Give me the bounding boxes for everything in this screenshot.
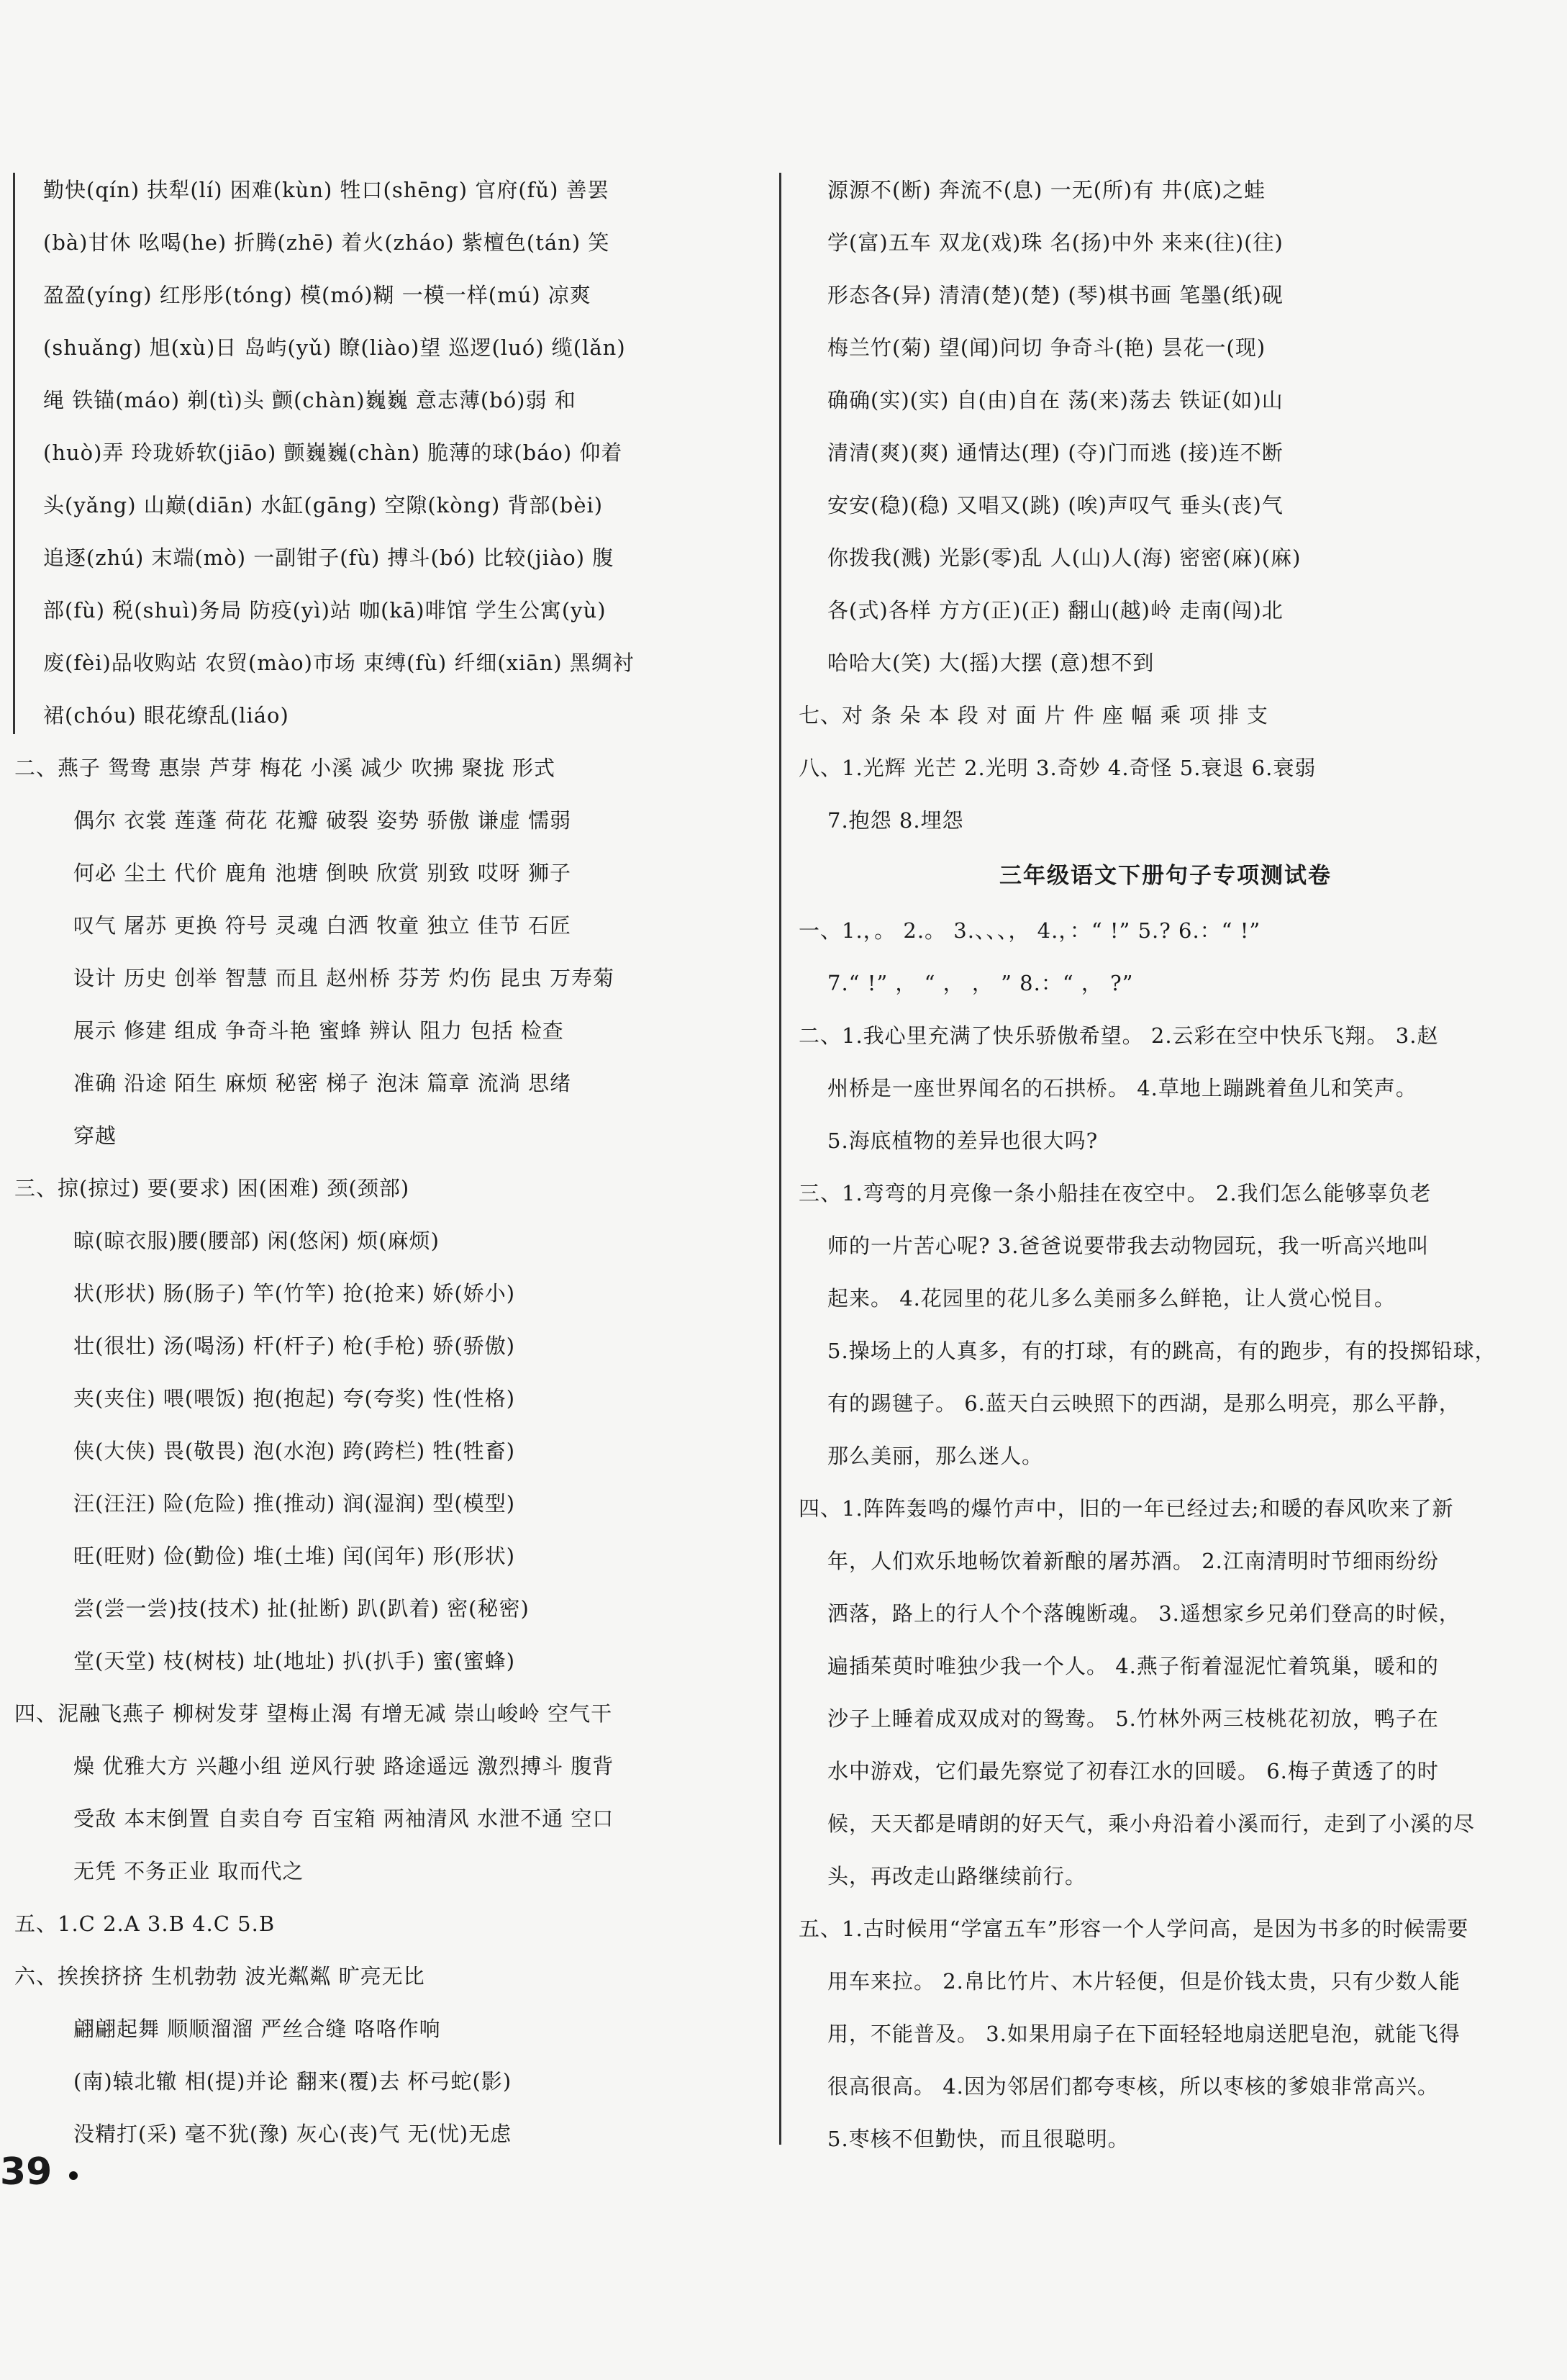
page-number: 39 [0,2150,53,2194]
text-line: 哈哈大(笑) 大(摇)大摆 (意)想不到 [827,651,1155,675]
text-line: 勤快(qín) 扶犁(lí) 困难(kùn) 牲口(shēng) 官府(fǔ) 善罢 [43,178,609,202]
text-line: 三、1.弯弯的月亮像一条小船挂在夜空中。 2.我们怎么能够辜负老 [799,1181,1432,1205]
text-line: 州桥是一座世界闻名的石拱桥。 4.草地上蹦跳着鱼儿和笑声。 [827,1076,1417,1100]
text-line: 那么美丽，那么迷人。 [827,1444,1044,1468]
text-line: 二、燕子 鸳鸯 惠崇 芦芽 梅花 小溪 减少 吹拂 聚拢 形式 [14,756,555,780]
text-line: 何必 尘土 代价 鹿角 池塘 倒映 欣赏 别致 哎呀 狮子 [73,861,571,885]
text-line: 绳 铁锚(máo) 剃(tì)头 颤(chàn)巍巍 意志薄(bó)弱 和 [43,388,576,412]
text-line: 二、1.我心里充满了快乐骄傲希望。 2.云彩在空中快乐飞翔。 3.赵 [799,1023,1439,1048]
text-line: 你拨我(溅) 光影(零)乱 人(山)人(海) 密密(麻)(麻) [827,546,1302,570]
text-line: 形态各(异) 清清(楚)(楚) (琴)棋书画 笔墨(纸)砚 [827,283,1284,307]
text-line: 很高很高。 4.因为邻居们都夸枣核，所以枣核的爹娘非常高兴。 [827,2074,1439,2099]
text-line: 受敌 本末倒置 自卖自夸 百宝箱 两袖清风 水泄不通 空口 [73,1806,614,1831]
text-line: 沙子上睡着成双成对的鸳鸯。 5.竹林外两三枝桃花初放，鸭子在 [827,1706,1439,1731]
text-line: (南)辕北辙 相(提)并论 翻来(覆)去 杯弓蛇(影) [73,2069,512,2094]
section-title: 三年级语文下册句子专项测试卷 [999,863,1332,889]
text-line: 头(yǎng) 山巅(diān) 水缸(gāng) 空隙(kòng) 背部(bèi) [43,493,604,517]
text-line: 汪(汪汪) 险(危险) 推(推动) 润(湿润) 型(模型) [73,1491,516,1516]
text-line: 头，再改走山路继续前行。 [827,1864,1087,1888]
column-divider [779,173,781,2145]
text-line: 偶尔 衣裳 莲蓬 荷花 花瓣 破裂 姿势 骄傲 谦虚 懦弱 [73,808,571,833]
text-line: 翩翩起舞 顺顺溜溜 严丝合缝 咯咯作响 [73,2017,441,2041]
text-line: 确确(实)(实) 自(由)自在 荡(来)荡去 铁证(如)山 [827,388,1284,412]
text-line: 追逐(zhú) 末端(mò) 一副钳子(fù) 搏斗(bó) 比较(jiào) 腹 [43,546,614,570]
text-line: 5.操场上的人真多，有的打球，有的跳高，有的跑步，有的投掷铅球， [827,1339,1496,1363]
text-line: 状(形状) 肠(肠子) 竿(竹竿) 抢(抢来) 娇(娇小) [73,1281,516,1306]
text-line: 候，天天都是晴朗的好天气，乘小舟沿着小溪而行，走到了小溪的尽 [827,1811,1476,1836]
text-line: 叹气 屠苏 更换 符号 灵魂 白洒 牧童 独立 佳节 石匠 [73,913,571,938]
text-line: 水中游戏，它们最先察觉了初春江水的回暖。 6.梅子黄透了的时 [827,1759,1439,1783]
left-column [14,164,763,2160]
right-column-top-block [799,164,1532,847]
text-line: 起来。 4.花园里的花儿多么美丽多么鲜艳，让人赏心悦目。 [827,1286,1396,1311]
text-line: 壮(很壮) 汤(喝汤) 杆(杆子) 枪(手枪) 骄(骄傲) [73,1334,516,1358]
right-column-bottom-block [799,905,1532,2166]
text-line: 五、1.C 2.A 3.B 4.C 5.B [14,1911,276,1936]
text-line: 夹(夹住) 喂(喂饭) 抱(抱起) 夸(夸奖) 性(性格) [73,1386,516,1411]
text-line: 有的踢毽子。 6.蓝天白云映照下的西湖，是那么明亮，那么平静， [827,1391,1461,1416]
text-line: 尝(尝一尝)技(技术) 扯(扯断) 趴(趴着) 密(秘密) [73,1596,530,1621]
text-line: 梅兰竹(菊) 望(闻)问切 争奇斗(艳) 昙花一(现) [827,335,1266,360]
text-line: 三、掠(掠过) 要(要求) 困(困难) 颈(颈部) [14,1176,410,1200]
text-line: 无凭 不务正业 取而代之 [73,1859,304,1883]
text-line: 四、1.阵阵轰鸣的爆竹声中，旧的一年已经过去;和暖的春风吹来了新 [799,1496,1454,1521]
text-line: (shuǎng) 旭(xù)日 岛屿(yǔ) 瞭(liào)望 巡逻(luó) 缆(lǎn) [43,335,626,360]
text-line: 侠(大侠) 畏(敬畏) 泡(水泡) 跨(跨栏) 牲(牲畜) [73,1439,516,1463]
text-line: 洒落，路上的行人个个落魄断魂。 3.遥想家乡兄弟们登高的时候， [827,1601,1461,1626]
text-line: 旺(旺财) 俭(勤俭) 堆(土堆) 闰(闰年) 形(形状) [73,1544,516,1568]
text-line: 7.“ !” ， “ ， ， ” 8.：“ ， ?” [827,971,1134,995]
text-line: 年，人们欢乐地畅饮着新酿的屠苏酒。 2.江南清明时节细雨纷纷 [827,1549,1439,1573]
text-line: 5.枣核不但勤快，而且很聪明。 [827,2127,1130,2151]
text-line: 师的一片苦心呢? 3.爸爸说要带我去动物园玩，我一听高兴地叫 [827,1234,1430,1258]
text-line: 六、挨挨挤挤 生机勃勃 波光粼粼 旷亮无比 [14,1964,425,1988]
text-line: 裙(chóu) 眼花缭乱(liáo) [43,703,289,728]
text-line: 5.海底植物的差异也很大吗? [827,1128,1099,1153]
text-line: 学(富)五车 双龙(戏)珠 名(扬)中外 来来(往)(往) [827,230,1284,255]
text-line: 设计 历史 创举 智慧 而且 赵州桥 芬芳 灼伤 昆虫 万寿菊 [73,966,614,990]
text-line: 堂(天堂) 枝(树枝) 址(地址) 扒(扒手) 蜜(蜜蜂) [73,1649,516,1673]
page-dot [69,2171,78,2180]
text-line: 盈盈(yíng) 红彤彤(tóng) 模(mó)糊 一模一样(mú) 凉爽 [43,283,591,307]
text-line: 废(fèi)品收购站 农贸(mào)市场 束缚(fù) 纤细(xiān) 黑绸衬 [43,651,635,675]
text-line: 展示 修建 组成 争奇斗艳 蜜蜂 辨认 阻力 包括 检查 [73,1018,564,1043]
text-line: 没精打(采) 毫不犹(豫) 灰心(丧)气 无(忧)无虑 [73,2122,512,2146]
text-line: 四、泥融飞燕子 柳树发芽 望梅止渴 有增无减 崇山峻岭 空气干 [14,1701,613,1726]
text-line: 用，不能普及。 3.如果用扇子在下面轻轻地扇送肥皂泡，就能飞得 [827,2022,1461,2046]
text-line: (bà)甘休 吆喝(he) 折腾(zhē) 着火(zháo) 紫檀色(tán) 笑 [43,230,610,255]
text-line: 各(式)各样 方方(正)(正) 翻山(越)岭 走南(闯)北 [827,598,1284,623]
text-line: 穿越 [73,1123,117,1148]
text-line: 部(fù) 税(shuì)务局 防疫(yì)站 咖(kā)啡馆 学生公寓(yù) [43,598,607,623]
text-line: 晾(晾衣服)腰(腰部) 闲(悠闲) 烦(麻烦) [73,1229,440,1253]
text-line: 八、1.光辉 光芒 2.光明 3.奇妙 4.奇怪 5.衰退 6.衰弱 [799,756,1317,780]
text-line: 清清(爽)(爽) 通情达(理) (夺)门而逃 (接)连不断 [827,440,1284,465]
text-line: 7.抱怨 8.埋怨 [827,808,964,833]
text-line: 源源不(断) 奔流不(息) 一无(所)有 井(底)之蛙 [827,178,1266,202]
text-line: 安安(稳)(稳) 又唱又(跳) (唉)声叹气 垂头(丧)气 [827,493,1284,517]
text-line: 用车来拉。 2.帛比竹片、木片轻便，但是价钱太贵，只有少数人能 [827,1969,1461,1994]
right-column [799,164,1532,2166]
text-line: 准确 沿途 陌生 麻烦 秘密 梯子 泡沫 篇章 流淌 思绪 [73,1071,571,1095]
text-line: 七、对 条 朵 本 段 对 面 片 件 座 幅 乘 项 排 支 [799,703,1269,728]
text-line: 五、1.古时候用“学富五车”形容一个人学问高，是因为书多的时候需要 [799,1917,1469,1941]
text-line: 遍插茱萸时唯独少我一个人。 4.燕子衔着湿泥忙着筑巢，暖和的 [827,1654,1439,1678]
text-line: (huò)弄 玲珑娇软(jiāo) 颤巍巍(chàn) 脆薄的球(báo) 仰着 [43,440,623,465]
text-line: 燥 优雅大方 兴趣小组 逆风行驶 路途遥远 激烈搏斗 腹背 [73,1754,614,1778]
text-line: 一、1.，。 2.。 3.、、、， 4.，：“ !” 5.? 6.：“ !” [799,918,1261,943]
